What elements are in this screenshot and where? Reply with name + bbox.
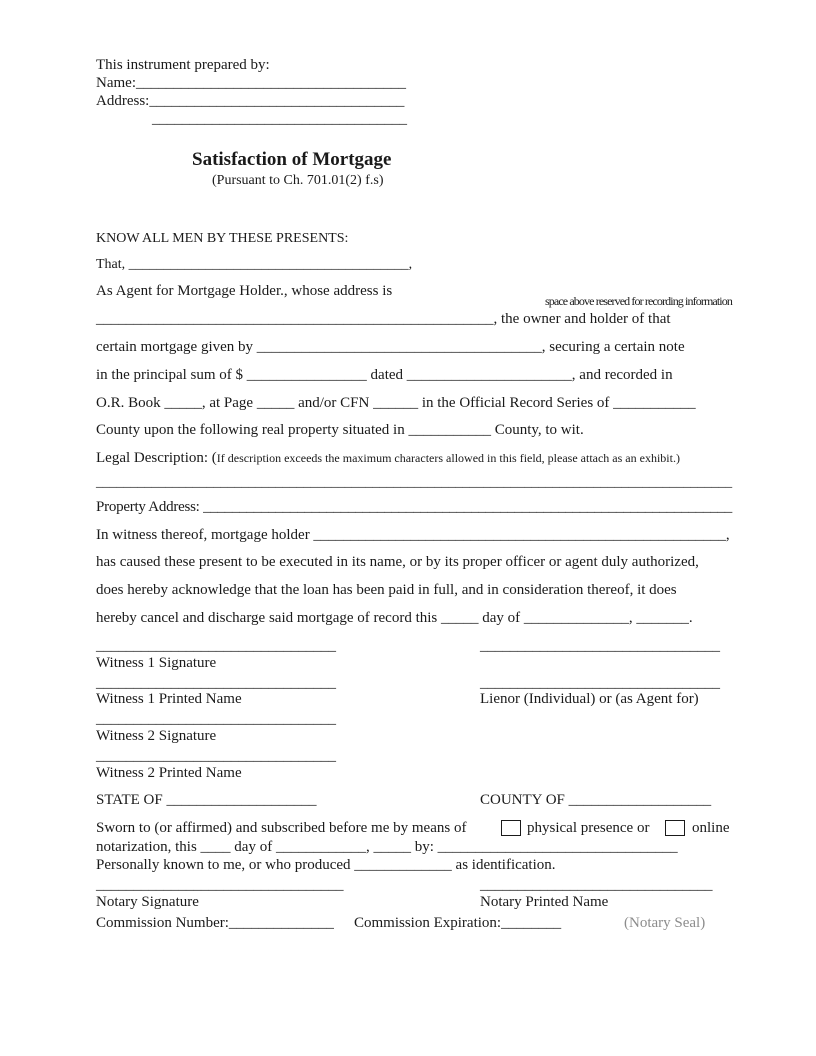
witness2-signature-label: Witness 2 Signature — [96, 728, 217, 744]
owner-address-field[interactable]: _____________________________________________________, the owner and holder of that — [96, 311, 671, 327]
legal-description-field[interactable]: ____________________________________________________________________________________________ — [96, 475, 732, 490]
preparer-address-field-2[interactable]: __________________________________ — [152, 111, 407, 127]
notary-seal-label: (Notary Seal) — [624, 915, 706, 931]
notary-printed-line[interactable]: _______________________________ — [480, 877, 713, 893]
physical-presence-label: physical presence or — [527, 820, 650, 836]
commission-expiration-field[interactable]: Commission Expiration:________ — [354, 915, 562, 931]
lienor-signature-line[interactable]: ________________________________ — [480, 638, 720, 654]
that-field[interactable]: That, ________________________________________, — [96, 257, 413, 272]
witness2-signature-line[interactable]: ________________________________ — [96, 711, 336, 727]
state-of-field[interactable]: STATE OF ____________________ — [96, 792, 317, 808]
caused-text: has caused these present to be executed in its name, or by its proper officer or agent duly authorized, — [96, 554, 699, 570]
county-of-field[interactable]: COUNTY OF ___________________ — [480, 792, 712, 808]
online-checkbox[interactable] — [665, 820, 685, 836]
legal-description-label: Legal Description: ( — [96, 450, 217, 466]
witness1-signature-label: Witness 1 Signature — [96, 655, 217, 671]
notarization-date-field[interactable]: notarization, this ____ day of ____________, _____ by: ________________________________ — [96, 839, 678, 855]
notary-signature-label: Notary Signature — [96, 894, 199, 910]
page-subtitle: (Pursuant to Ch. 701.01(2) f.s) — [212, 173, 384, 188]
commission-number-field[interactable]: Commission Number:______________ — [96, 915, 334, 931]
agent-text: As Agent for Mortgage Holder., whose address is — [96, 283, 393, 299]
witness2-printed-label: Witness 2 Printed Name — [96, 765, 242, 781]
recording-note: space above reserved for recording information — [545, 294, 732, 308]
county-field[interactable]: County upon the following real property situated in ___________ County, to wit. — [96, 422, 584, 438]
book-page-field[interactable]: O.R. Book _____, at Page _____ and/or CFN ______ in the Official Record Series of ___________ — [96, 395, 696, 411]
witness1-printed-label: Witness 1 Printed Name — [96, 691, 242, 707]
prepared-by-label: This instrument prepared by: — [96, 57, 270, 73]
principal-sum-field[interactable]: in the principal sum of $ ________________ dated ______________________, and recorded in — [96, 367, 673, 383]
mortgage-given-field[interactable]: certain mortgage given by ______________________________________, securing a certain note — [96, 339, 685, 355]
notary-printed-label: Notary Printed Name — [480, 894, 609, 910]
witness1-printed-line[interactable]: ________________________________ — [96, 675, 336, 691]
witness1-signature-line[interactable]: ________________________________ — [96, 638, 336, 654]
physical-presence-checkbox[interactable] — [501, 820, 521, 836]
notary-signature-line[interactable]: _________________________________ — [96, 877, 344, 893]
property-address-field[interactable]: Property Address: _________________________________________________________________________ — [96, 499, 732, 515]
witness2-printed-line[interactable]: ________________________________ — [96, 748, 336, 764]
identification-field[interactable]: Personally known to me, or who produced _____________ as identification. — [96, 857, 556, 873]
legal-description-note: If description exceeds the maximum characters allowed in this field, please attach as an exhibit.) — [216, 451, 680, 465]
lienor-printed-line[interactable]: ________________________________ — [480, 675, 720, 691]
preparer-address-field[interactable]: Address:__________________________________ — [96, 93, 405, 109]
sworn-text: Sworn to (or affirmed) and subscribed before me by means of — [96, 820, 467, 836]
lienor-label: Lienor (Individual) or (as Agent for) — [480, 691, 699, 707]
know-all-heading: KNOW ALL MEN BY THESE PRESENTS: — [96, 231, 349, 246]
acknowledge-text: does hereby acknowledge that the loan has been paid in full, and in consideration thereof, it does — [96, 582, 677, 598]
mortgage-holder-field[interactable]: In witness thereof, mortgage holder _______________________________________________________, — [96, 527, 730, 543]
online-label: online — [692, 820, 730, 836]
record-date-field[interactable]: hereby cancel and discharge said mortgage of record this _____ day of ______________, _______. — [96, 610, 693, 626]
page-title: Satisfaction of Mortgage — [192, 149, 392, 170]
preparer-name-field[interactable]: Name:____________________________________ — [96, 75, 406, 91]
